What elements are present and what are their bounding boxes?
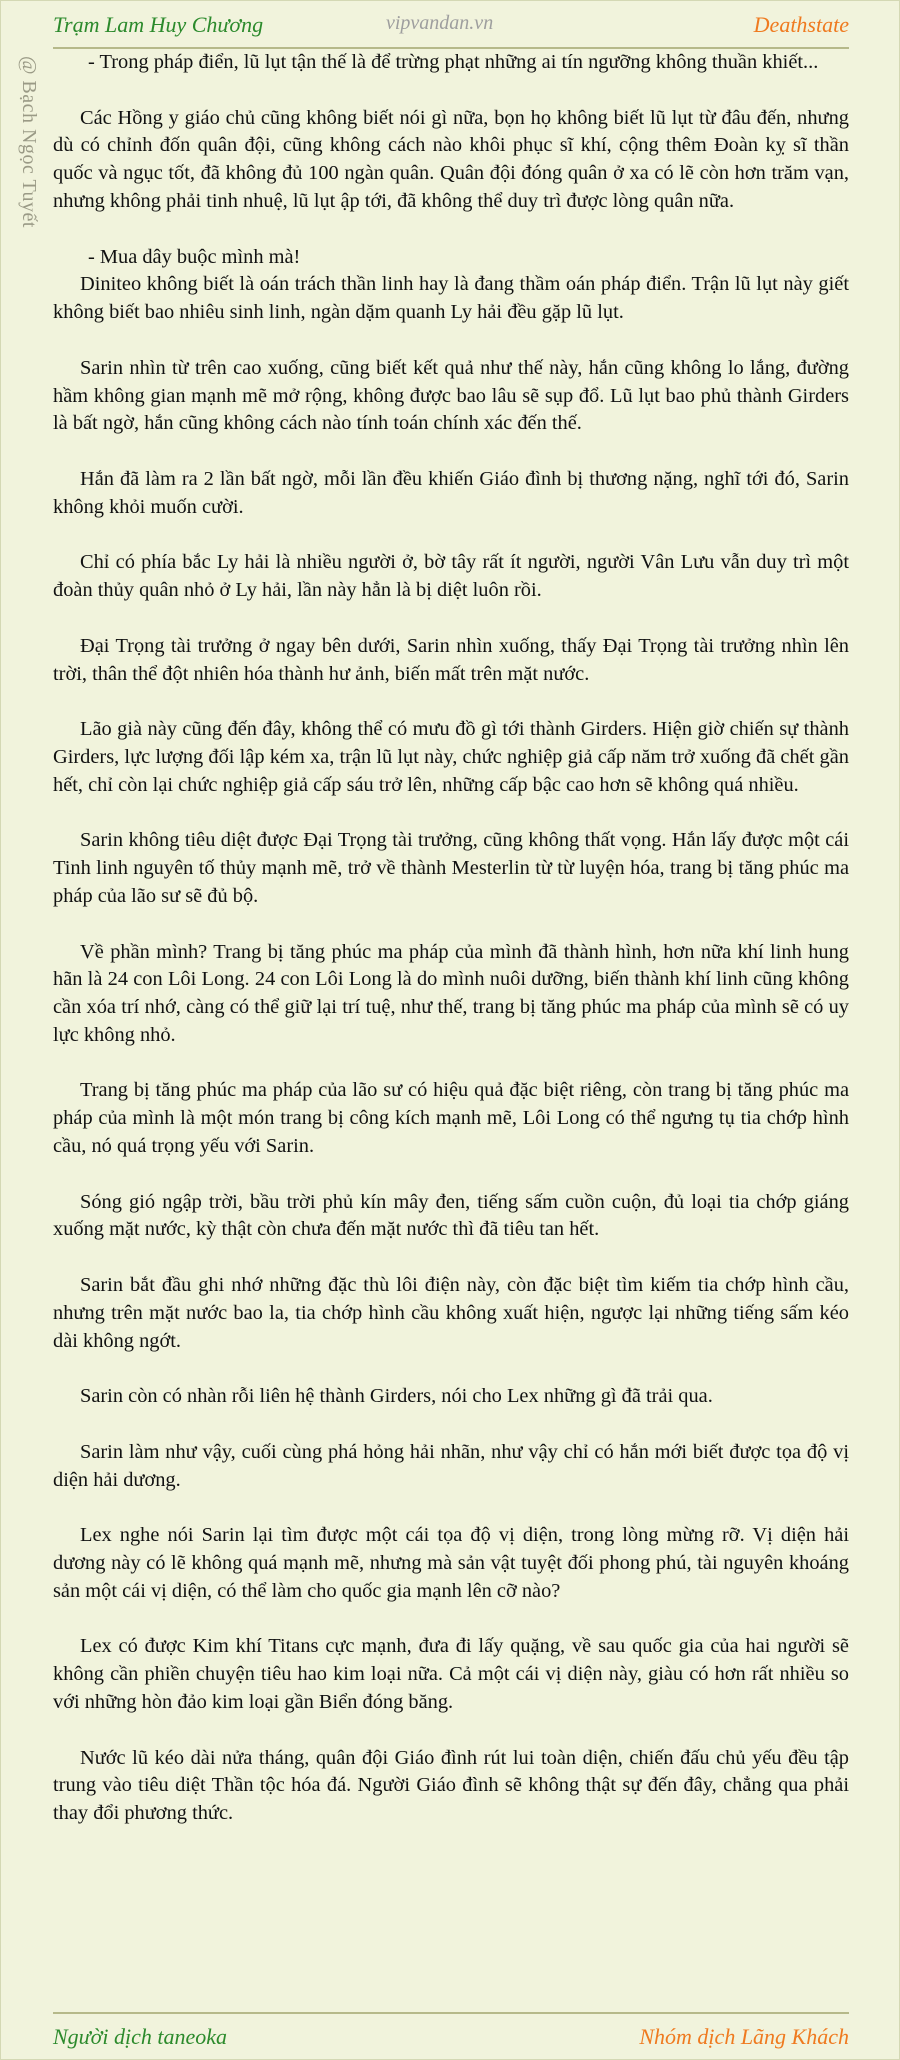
footer-translator: Người dịch taneoka [53,2024,228,2049]
paragraph: Sóng gió ngập trời, bầu trời phủ kín mây đen, tiếng sấm cuồn cuộn, đủ loại tia chớp giáng xuống mặt nước, kỳ thật còn chưa đến mặt nước thì đã tiêu tan hết. [53,1190,849,1241]
paragraph: Các Hồng y giáo chủ cũng không biết nói gì nữa, bọn họ không biết lũ lụt từ đâu đến, nhưng dù có chỉnh đốn quân đội, cũng không cách nào khôi phục sĩ khí, cộng thêm Đoàn kỵ sĩ thần quốc và ngục tốt, đã không đủ 100 ngàn quân. Quân đội đóng quân ở xa có lẽ còn hơn trăm vạn, nhưng không phải tinh nhuệ, lũ lụt ập tới, đã không thể duy trì được lòng quân nữa. [53,106,849,212]
paragraph: Đại Trọng tài trưởng ở ngay bên dưới, Sarin nhìn xuống, thấy Đại Trọng tài trưởng nhìn lên trời, thân thể đột nhiên hóa thành hư ảnh, biến mất trên mặt nước. [53,634,849,685]
paragraph: Lex có được Kim khí Titans cực mạnh, đưa đi lấy quặng, về sau quốc gia của hai người sẽ không cần phiền chuyện tiêu hao kim loại nữa. Cả một cái vị diện này, giàu có hơn rất nhiều so với những hòn đảo kim loại gần Biển đóng băng. [53,1635,849,1714]
paragraph: Sarin không tiêu diệt được Đại Trọng tài trưởng, cũng không thất vọng. Hắn lấy được một cái Tinh linh nguyên tố thủy mạnh mẽ, trở về thành Mesterlin từ từ luyện hóa, trang bị tăng phúc ma pháp của lão sư sẽ đủ bộ. [53,829,849,907]
page-header [53,1,849,49]
paragraph: Lão già này cũng đến đây, không thể có mưu đồ gì tới thành Girders. Hiện giờ chiến sự thành Girders, lực lượng đối lập kém xa, trận lũ lụt này, chức nghiệp giả cấp năm trở xuống đã chết gần hết, chỉ còn lại chức nghiệp giả cấp sáu trở lên, những cấp bậc cao hơn sẽ không quá nhiều. [53,718,849,796]
paragraph: - Mua dây buộc mình mà! [88,245,301,268]
paragraph: Sarin còn có nhàn rỗi liên hệ thành Girders, nói cho Lex những gì đã trải qua. [80,1385,713,1408]
paragraph: Chỉ có phía bắc Ly hải là nhiều người ở, bờ tây rất ít người, người Vân Lưu vẫn duy trì một đoàn thủy quân nhỏ ở Ly hải, lần này hẳn là bị diệt luôn rồi. [53,551,849,602]
paragraph: Về phần mình? Trang bị tăng phúc ma pháp của mình đã thành hình, hơn nữa khí linh hung hãn là 24 con Lôi Long. 24 con Lôi Long là do mình nuôi dưỡng, biến thành khí linh cũng không cần xóa trí nhớ, càng có thể giữ lại trí tuệ, như thế, trang bị tăng phúc ma pháp của mình sẽ có uy lực không nhỏ. [53,940,849,1046]
header-site-name: Trạm Lam Huy Chương [53,12,264,37]
paragraph: Nước lũ kéo dài nửa tháng, quân đội Giáo đình rút lui toàn diện, chiến đấu chủ yếu đều tập trung vào tiêu diệt Thần tộc hóa đá. Người Giáo đình sẽ không thật sự đến đây, chẳng qua phải thay đổi phương thức. [53,1746,849,1825]
paragraph: - Trong pháp điển, lũ lụt tận thế là để trừng phạt những ai tín ngưỡng không thuần khiết... [88,51,819,73]
header-website-url: vipvandan.vn [386,12,494,34]
header-book-title: Deathstate [753,12,849,37]
paragraph: Diniteo không biết là oán trách thần linh hay là đang thầm oán pháp điển. Trận lũ lụt này giết không biết bao nhiêu sinh linh, ngàn dặm quanh Ly hải đều gặp lũ lụt. [53,273,849,324]
chapter-text [53,49,849,1828]
paragraph: Sarin nhìn từ trên cao xuống, cũng biết kết quả như thế này, hắn cũng không lo lắng, đường hầm không gian mạnh mẽ mở rộng, không được bao lâu sẽ sụp đổ. Lũ lụt bao phủ thành Girders là bất ngờ, hắn cũng không cách nào tính toán chính xác đến thế. [53,356,849,435]
side-watermark-label: @ Bạch Ngọc Tuyết [18,56,40,228]
page-footer [53,2012,849,2060]
paragraph: Sarin bắt đầu ghi nhớ những đặc thù lôi điện này, còn đặc biệt tìm kiếm tia chớp hình cầu, nhưng trên mặt nước bao la, tia chớp hình cầu không xuất hiện, ngược lại những tiếng sấm kéo dài không ngớt. [53,1274,849,1352]
footer-translation-group: Nhóm dịch Lãng Khách [639,2024,849,2049]
paragraph: Sarin làm như vậy, cuối cùng phá hỏng hải nhãn, như vậy chỉ có hắn mới biết được tọa độ vị diện hải dương. [53,1440,849,1491]
paragraph: Hắn đã làm ra 2 lần bất ngờ, mỗi lần đều khiến Giáo đình bị thương nặng, nghĩ tới đó, Sarin không khỏi muốn cười. [53,467,849,518]
paragraph: Trang bị tăng phúc ma pháp của lão sư có hiệu quả đặc biệt riêng, còn trang bị tăng phúc ma pháp của mình là một món trang bị công kích mạnh mẽ, Lôi Long có thể ngưng tụ tia chớp hình cầu, nó quá trọng yếu với Sarin. [53,1079,849,1158]
paragraph: Lex nghe nói Sarin lại tìm được một cái tọa độ vị diện, trong lòng mừng rỡ. Vị diện hải dương này có lẽ không quá mạnh mẽ, nhưng mà sản vật tuyệt đối phong phú, tài nguyên khoáng sản một cái vị diện, có thể làm cho quốc gia mạnh lên cỡ nào? [53,1524,849,1602]
